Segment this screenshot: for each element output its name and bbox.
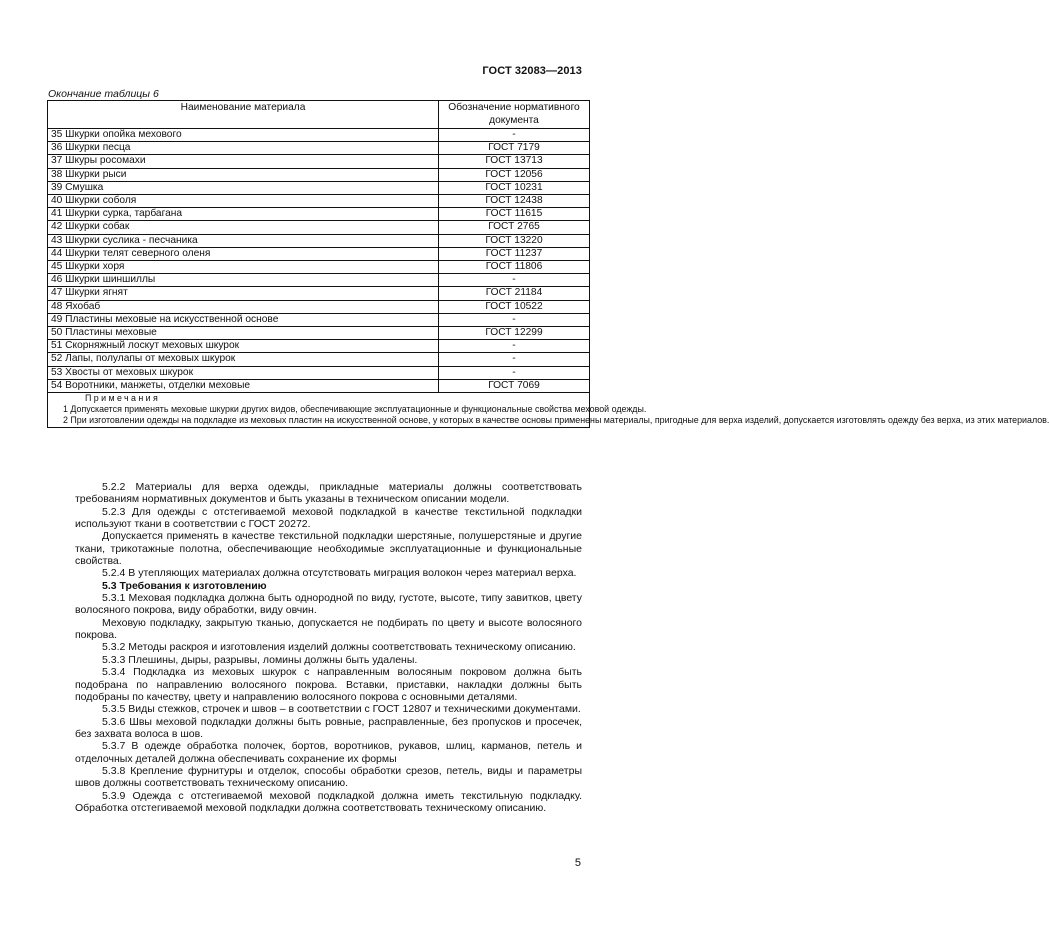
document-code-cell: ГОСТ 11615	[439, 208, 590, 221]
document-code-cell: -	[439, 129, 590, 142]
material-name-cell: 44 Шкурки телят северного оленя	[48, 247, 439, 260]
document-code-cell: -	[439, 340, 590, 353]
table-row	[48, 366, 590, 379]
material-name-cell: 35 Шкурки опойка мехового	[48, 129, 439, 142]
table-row	[48, 340, 590, 353]
material-name-cell: 53 Хвосты от меховых шкурок	[48, 366, 439, 379]
table-row	[48, 353, 590, 366]
material-name-cell: 48 Яхобаб	[48, 300, 439, 313]
body-paragraph: Допускается применять в качестве текстильной подкладки шерстяные, полушерстяные и другие ткани, трикотажные полотна, обеспечивающие необходимые эксплуатационные и функциональные свойства.	[75, 530, 582, 568]
material-name-cell: 49 Пластины меховые на искусственной основе	[48, 313, 439, 326]
material-name-cell: 46 Шкурки шиншиллы	[48, 274, 439, 287]
body-paragraph: 5.3.6 Швы меховой подкладки должны быть ровные, расправленные, без пропусков и просечек, без захвата волоса в шов.	[75, 715, 582, 740]
body-paragraph: 5.2.2 Материалы для верха одежды, прикладные материалы должны соответствовать требованиям нормативных документов и быть указаны в техническом описании модели.	[75, 481, 582, 506]
body-paragraph: 5.3.5 Виды стежков, строчек и швов – в соответствии с ГОСТ 12807 и техническими документами.	[102, 703, 581, 716]
table-row	[48, 379, 590, 392]
table-row	[48, 195, 590, 208]
body-paragraph: 5.3.2 Методы раскроя и изготовления изделий должны соответствовать техническому описанию.	[102, 641, 576, 654]
material-name-cell: 50 Пластины меховые	[48, 327, 439, 340]
table-row	[48, 181, 590, 194]
document-code: ГОСТ 32083—2013	[482, 65, 582, 77]
column-header-document: Обозначение нормативного документа	[439, 101, 590, 129]
document-code-cell: ГОСТ 13220	[439, 234, 590, 247]
document-code-cell: ГОСТ 10231	[439, 181, 590, 194]
material-name-cell: 42 Шкурки собак	[48, 221, 439, 234]
document-code-cell: ГОСТ 21184	[439, 287, 590, 300]
table-row	[48, 247, 590, 260]
body-paragraph: 5.3.3 Плешины, дыры, разрывы, ломины должны быть удалены.	[102, 653, 418, 666]
document-code-cell: -	[439, 353, 590, 366]
table-header-row	[48, 101, 590, 129]
document-code-cell: ГОСТ 10522	[439, 300, 590, 313]
material-name-cell: 39 Смушка	[48, 181, 439, 194]
document-code-cell: ГОСТ 7179	[439, 142, 590, 155]
notes-title: Примечания	[85, 393, 161, 404]
table-row	[48, 274, 590, 287]
material-name-cell: 40 Шкурки соболя	[48, 195, 439, 208]
material-name-cell: 52 Лапы, полулапы от меховых шкурок	[48, 353, 439, 366]
table-caption: Окончание таблицы 6	[48, 88, 159, 100]
section-heading: 5.3 Требования к изготовлению	[102, 579, 267, 592]
table-row	[48, 261, 590, 274]
table-row	[48, 155, 590, 168]
table-body	[48, 129, 1049, 428]
material-name-cell: 43 Шкурки суслика - песчаника	[48, 234, 439, 247]
body-paragraph: 5.3.1 Меховая подкладка должна быть однородной по виду, густоте, высоте, типу завитков, цвету волосяного покрова, виду обработки, виду овчин.	[75, 592, 582, 617]
table-row	[48, 168, 590, 181]
material-name-cell: 37 Шкуры росомахи	[48, 155, 439, 168]
column-header-material: Наименование материала	[48, 101, 439, 129]
material-name-cell: 38 Шкурки рыси	[48, 168, 439, 181]
material-name-cell: 47 Шкурки ягнят	[48, 287, 439, 300]
table-row	[48, 208, 590, 221]
material-name-cell: 51 Скорняжный лоскут меховых шкурок	[48, 340, 439, 353]
table-notes	[48, 393, 1049, 428]
note-item: 2 При изготовлении одежды на подкладке из меховых пластин на искусственной основе, у которых в качестве основы применены материалы, пригодные для верха изделий, допускается изготовлять одежду без верха, из этих материалов.	[63, 415, 1049, 426]
body-paragraph: 5.3.7 В одежде обработка полочек, бортов, воротников, рукавов, шлиц, карманов, петель и отделочных деталей должна обеспечивать сохранение их формы	[75, 740, 582, 765]
table-row	[48, 234, 590, 247]
table-row	[48, 221, 590, 234]
body-paragraph: 5.3.9 Одежда с отстегиваемой меховой подкладкой должна иметь текстильную подкладку. Обработка отстегиваемой меховой подкладки должна соответствовать техническому описанию.	[75, 789, 582, 814]
table-row	[48, 129, 590, 142]
body-paragraph: 5.2.4 В утепляющих материалах должна отсутствовать миграция волокон через материал верха.	[102, 567, 577, 580]
table-row	[48, 327, 590, 340]
document-code-cell: ГОСТ 11806	[439, 261, 590, 274]
body-text	[75, 481, 582, 814]
document-code-cell: ГОСТ 11237	[439, 247, 590, 260]
material-name-cell: 41 Шкурки сурка, тарбагана	[48, 208, 439, 221]
document-code-cell: ГОСТ 12056	[439, 168, 590, 181]
table-row	[48, 300, 590, 313]
materials-table	[47, 100, 1049, 428]
body-paragraph: Меховую подкладку, закрытую тканью, допускается не подбирать по цвету и высоте волосяного покрова.	[75, 616, 582, 642]
document-code-cell: -	[439, 366, 590, 379]
body-paragraph: 5.3.8 Крепление фурнитуры и отделок, способы обработки срезов, петель, виды и параметры швов должны соответствовать техническому описанию.	[75, 764, 582, 790]
material-name-cell: 36 Шкурки песца	[48, 142, 439, 155]
material-name-cell: 45 Шкурки хоря	[48, 261, 439, 274]
document-code-cell: ГОСТ 7069	[439, 379, 590, 392]
document-code-cell: -	[439, 274, 590, 287]
notes-row	[48, 393, 590, 428]
table-row	[48, 142, 590, 155]
table-row	[48, 313, 590, 326]
document-code-cell: -	[439, 313, 590, 326]
body-paragraph: 5.3.4 Подкладка из меховых шкурок с направленным волосяным покровом должна быть подобрана по направлению волосяного покрова. Вставки, приставки, накладки должны быть подобраны по качеству, цвету и направлению волосяного покрова с основными деталями.	[75, 666, 582, 703]
body-paragraph: 5.2.3 Для одежды с отстегиваемой меховой подкладкой в качестве текстильной подкладки используют ткани в соответствии с ГОСТ 20272.	[75, 505, 582, 531]
note-item: 1 Допускается применять меховые шкурки других видов, обеспечивающие эксплуатационные и функциональные свойства меховой одежды.	[63, 404, 647, 415]
document-code-cell: ГОСТ 2765	[439, 221, 590, 234]
material-name-cell: 54 Воротники, манжеты, отделки меховые	[48, 379, 439, 392]
document-code-cell: ГОСТ 12299	[439, 327, 590, 340]
page-number: 5	[574, 857, 581, 869]
table-row	[48, 287, 590, 300]
document-code-cell: ГОСТ 12438	[439, 195, 590, 208]
document-code-cell: ГОСТ 13713	[439, 155, 590, 168]
